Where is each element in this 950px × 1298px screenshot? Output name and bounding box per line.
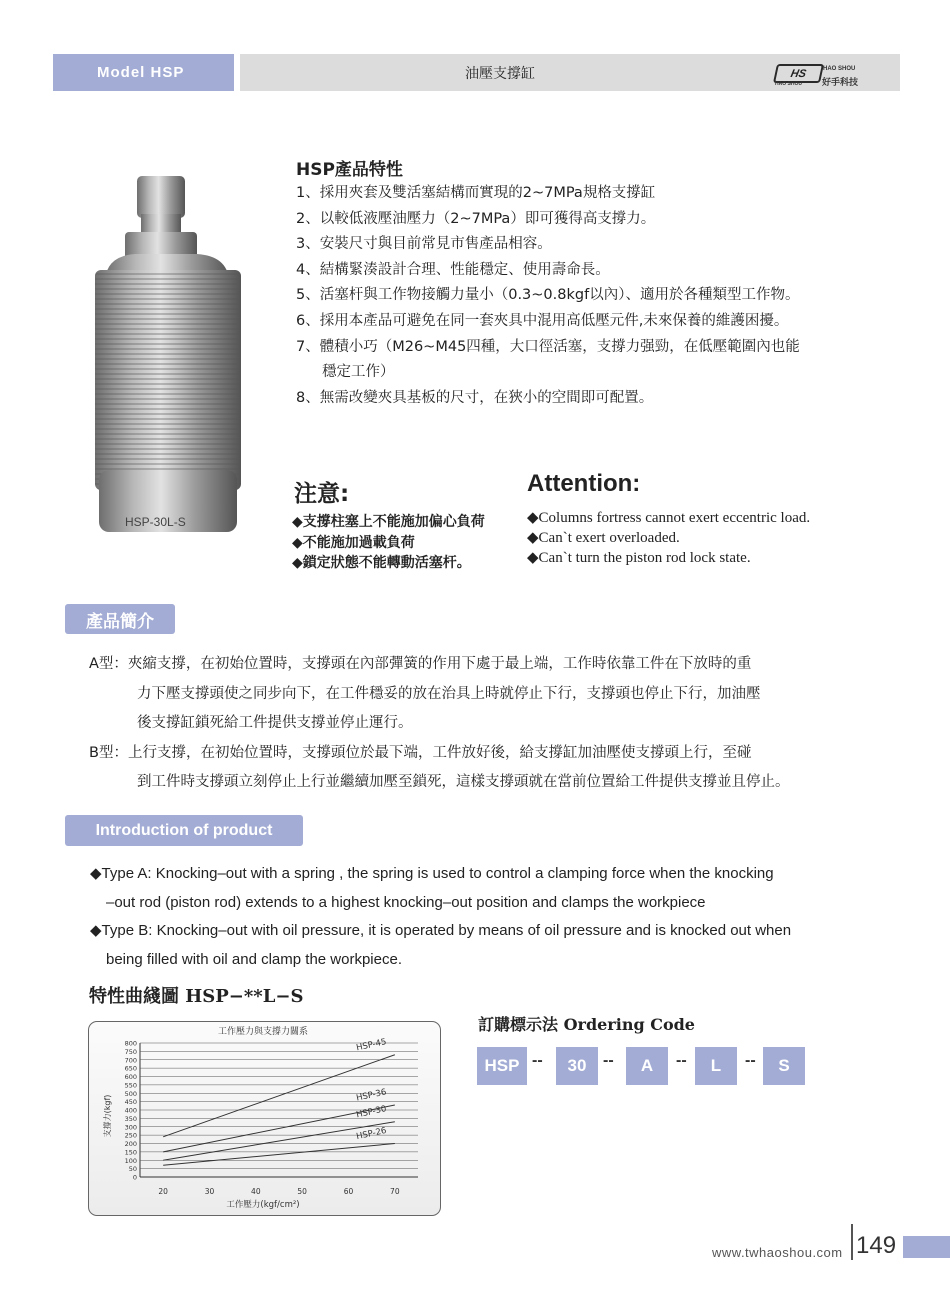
- chart-series-label: HSP-36: [355, 1087, 388, 1104]
- code-separator: --: [532, 1052, 543, 1069]
- chart-x-tick-label: 50: [297, 1187, 307, 1196]
- code-l: L: [695, 1047, 737, 1085]
- intro-cn-tag: 產品簡介: [65, 604, 175, 634]
- chart-y-tick-label: 150: [124, 1148, 137, 1157]
- logo-english-small: HAO SHOU: [775, 81, 802, 87]
- attention-title: Attention:: [527, 470, 641, 497]
- logo-english: HAO SHOU: [823, 66, 856, 72]
- code-s: S: [763, 1047, 805, 1085]
- product-photo: [85, 170, 250, 550]
- chart-x-tick-label: 70: [390, 1187, 400, 1196]
- intro-en-body: [90, 860, 910, 974]
- chart-x-tick-label: 60: [343, 1187, 354, 1196]
- chart-title: 工作壓力與支撐力關系: [217, 1027, 309, 1037]
- chart-y-tick-label: 600: [124, 1073, 137, 1081]
- attention-item: ◆Can`t turn the piston rod lock state.: [527, 550, 751, 566]
- feature-item: 5、活塞杆與工作物接觸力量小（0.3~0.8kgf以內）、適用於各種類型工作物。: [296, 287, 800, 304]
- intro-cn-line: 到工件時支撐頭立刻停止上行並繼續加壓至鎖死，這樣支撐頭就在當前位置給工件提供支撐並且停止。: [137, 774, 790, 790]
- chart-y-tick-label: 700: [124, 1056, 137, 1065]
- chart-y-tick-label: 300: [124, 1123, 137, 1132]
- chart-y-tick-label: 400: [124, 1106, 137, 1115]
- logo-mark: HS: [773, 64, 824, 83]
- code-model: HSP: [477, 1047, 527, 1085]
- chart-y-tick-label: 550: [124, 1081, 137, 1090]
- chart-x-tick-label: 20: [158, 1187, 168, 1196]
- warning-item: ◆不能施加過載負荷: [292, 534, 415, 551]
- characteristic-chart: [88, 1021, 439, 1214]
- chart-y-tick-label: 750: [124, 1047, 137, 1056]
- feature-item: 1、採用夾套及雙活塞結構而實現的2~7MPa規格支撐缸: [296, 185, 656, 201]
- chart-y-tick-label: 200: [124, 1140, 137, 1148]
- chart-x-tick-label: 40: [251, 1187, 261, 1196]
- chart-y-tick-label: 50: [128, 1165, 137, 1174]
- chart-y-tick-label: 450: [124, 1098, 137, 1107]
- ordering-title: 訂購標示法 Ordering Code: [478, 1015, 695, 1034]
- chart-y-tick-label: 650: [124, 1064, 137, 1073]
- warning-item: ◆支撐柱塞上不能施加偏心負荷: [292, 514, 485, 530]
- footer-accent-block: [903, 1236, 950, 1258]
- code-separator: --: [603, 1052, 614, 1069]
- feature-item: 6、採用本產品可避免在同一套夾具中混用高低壓元件,未來保養的維護困擾。: [296, 312, 789, 329]
- features-list: [296, 181, 836, 411]
- intro-cn-line: A型：夾縮支撐，在初始位置時，支撐頭在內部彈簧的作用下處于最上端，工作時依靠工件在下放時的重: [89, 656, 752, 672]
- feature-item: 2、以較低液壓油壓力（2~7MPa）即可獲得高支撐力。: [296, 210, 656, 227]
- brand-logo: [775, 60, 893, 88]
- intro-en-line: –out rod (piston rod) extends to a highest knocking–out position and clamps the workpiece: [106, 893, 706, 911]
- code-type: A: [626, 1047, 668, 1085]
- chart-x-tick-label: 30: [204, 1187, 215, 1196]
- chart-y-tick-label: 0: [132, 1173, 137, 1182]
- chart-series-label: HSP-45: [355, 1037, 388, 1054]
- intro-cn-body: [89, 650, 909, 798]
- chart-y-tick-label: 350: [124, 1114, 137, 1123]
- page-number: 149: [856, 1232, 897, 1259]
- feature-item: 3、安裝尺寸與目前常見市售產品相容。: [296, 236, 552, 253]
- intro-cn-line: 力下壓支撐頭使之同步向下，在工件穩妥的放在治具上時就停止下行，支撐頭也停止下行，加油壓: [137, 685, 761, 702]
- attention-item: ◆Can`t exert overloaded.: [527, 530, 680, 546]
- chart-series-label: HSP-30: [355, 1104, 388, 1121]
- intro-cn-line: 後支撐缸鎖死給工件提供支撐並停止運行。: [137, 715, 413, 731]
- curve-title: 特性曲綫圖 HSP−**L−S: [89, 986, 304, 1007]
- chart-y-tick-label: 100: [124, 1156, 137, 1165]
- features-title: HSP產品特性: [296, 160, 403, 180]
- footer-url: www.twhaoshou.com: [712, 1245, 843, 1260]
- chart-y-tick-label: 500: [124, 1089, 137, 1098]
- chart-y-tick-label: 800: [124, 1039, 137, 1048]
- attention-item: ◆Columns fortress cannot exert eccentric load.: [527, 510, 811, 526]
- intro-en-line: ◆Type A: Knocking–out with a spring , the spring is used to control a clamping force when the knocking: [90, 865, 774, 882]
- chart-xlabel: 工作壓力(kgf/cm²): [226, 1200, 300, 1210]
- code-separator: --: [676, 1052, 687, 1069]
- warning-title: 注意:: [294, 481, 350, 507]
- attention-list: [527, 508, 810, 568]
- intro-en-line: ◆Type B: Knocking–out with oil pressure, it is operated by means of oil pressure and is knocked out when: [90, 922, 792, 939]
- feature-item: 8、無需改變夾具基板的尺寸，在狹小的空間即可配置。: [296, 389, 654, 406]
- feature-item: 7、體積小巧（M26~M45四種，大口徑活塞，支撐力强勁，在低壓範圍內也能穩定工作）: [296, 338, 800, 381]
- page-title: 油壓支撐缸: [465, 65, 535, 82]
- code-size: 30: [556, 1047, 598, 1085]
- model-label: Model HSP: [53, 54, 234, 91]
- chart-y-tick-label: 250: [124, 1131, 137, 1140]
- logo-chinese: 好手科技: [822, 78, 859, 88]
- product-engraving: HSP-30L-S: [125, 515, 186, 529]
- intro-en-tag: Introduction of product: [65, 815, 303, 846]
- code-separator: --: [745, 1052, 756, 1069]
- chart-series-label: HSP-26: [355, 1125, 388, 1143]
- intro-en-line: being filled with oil and clamp the workpiece.: [106, 950, 402, 968]
- chart-ylabel: 支撐力(kgf): [103, 1094, 112, 1138]
- warning-list: [292, 512, 485, 574]
- footer-divider: [851, 1224, 853, 1260]
- intro-cn-line: B型：上行支撐，在初始位置時，支撐頭位於最下端，工件放好後，給支撐缸加油壓使支撐頭上行，至碰: [89, 744, 752, 761]
- warning-item: ◆鎖定狀態不能轉動活塞杆。: [292, 555, 471, 571]
- feature-item: 4、結構緊湊設計合理、性能穩定、使用壽命長。: [296, 261, 610, 278]
